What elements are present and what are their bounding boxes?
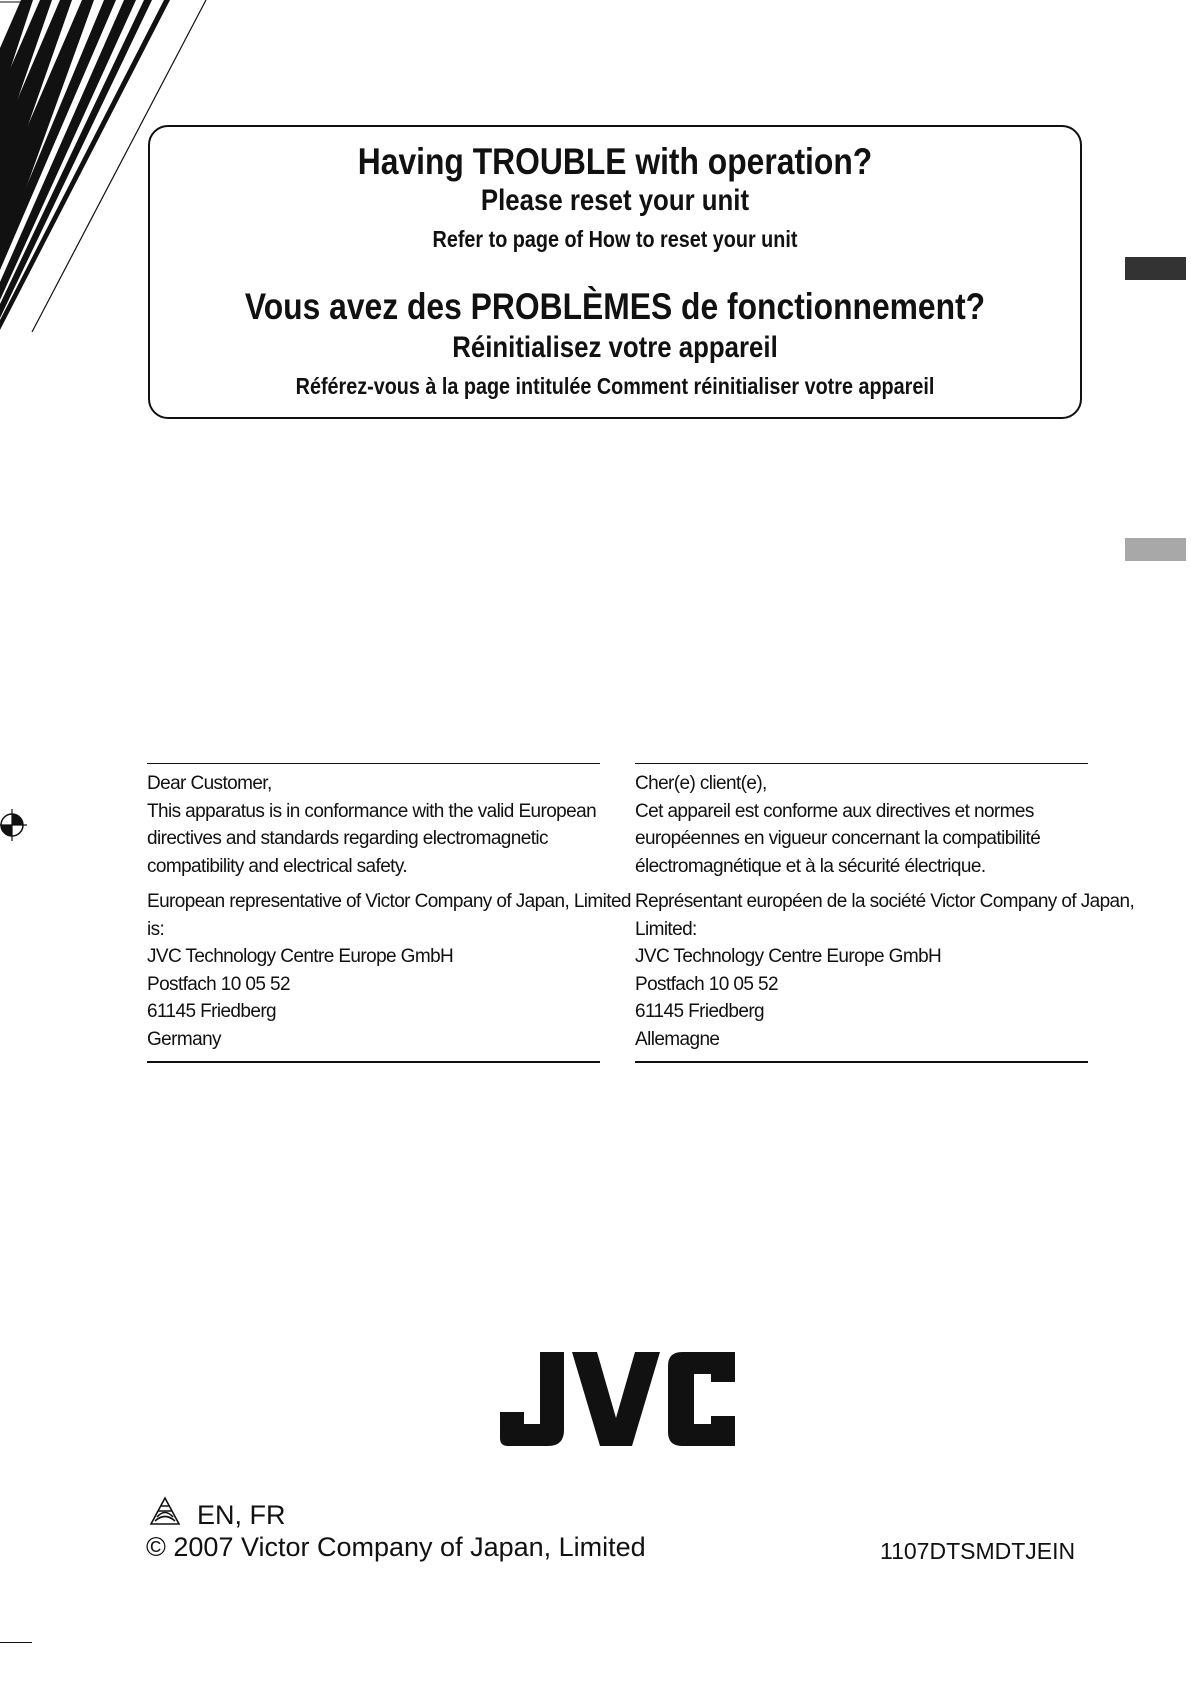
crop-mark: [0, 1642, 32, 1643]
representative-line: Représentant européen de la société Victor Company of Japan,: [635, 891, 1135, 912]
trouble-title-fr: Vous avez des PROBLÈMES de fonctionnement?: [244, 286, 986, 327]
reset-reference-fr: Référez-vous à la page intitulée Comment réinitialiser votre appareil: [295, 373, 935, 399]
notice-line: This apparatus is in conformance with the valid European: [147, 800, 597, 822]
address-line: JVC Technology Centre Europe GmbH: [635, 946, 942, 967]
copyright-notice: © 2007 Victor Company of Japan, Limited: [146, 1532, 646, 1562]
reset-heading-en: Please reset your unit: [480, 184, 750, 217]
address-line: Germany: [147, 1028, 221, 1050]
address-line: JVC Technology Centre Europe GmbH: [147, 946, 454, 967]
representative-line: is:: [147, 918, 165, 940]
conformity-notice-en: [147, 763, 631, 1063]
notice-line: directives and standards regarding electromagnetic: [147, 828, 548, 849]
notice-line: compatibility and electrical safety.: [147, 855, 408, 877]
trouble-title-en: Having TROUBLE with operation?: [357, 141, 873, 182]
salutation: Cher(e) client(e),: [635, 773, 767, 794]
conformity-notice-fr: [635, 763, 1135, 1063]
jvc-logo: [500, 1352, 735, 1447]
address-line: Allemagne: [635, 1028, 720, 1050]
notice-line: électromagnétique et à la sécurité électrique.: [635, 855, 986, 877]
address-line: Postfach 10 05 52: [635, 973, 778, 995]
trouble-notice-box: [148, 125, 1082, 419]
document-code: 1107DTSMDTJEIN: [880, 1538, 1076, 1564]
address-line: 61145 Friedberg: [147, 1001, 277, 1022]
address-line: 61145 Friedberg: [635, 1001, 765, 1022]
notice-line: Cet appareil est conforme aux directives et normes: [635, 800, 1034, 822]
address-line: Postfach 10 05 52: [147, 973, 290, 995]
representative-line: Limited:: [635, 918, 697, 940]
reset-heading-fr: Réinitialisez votre appareil: [452, 331, 778, 364]
reset-reference-en: Refer to page of How to reset your unit: [432, 226, 798, 252]
recycled-paper-icon: [148, 1494, 182, 1528]
salutation: Dear Customer,: [147, 773, 272, 794]
notice-line: européennes en vigueur concernant la compatibilité: [635, 828, 1041, 849]
registration-mark-icon: [0, 807, 28, 843]
language-codes: EN, FR: [197, 1500, 286, 1530]
representative-line: European representative of Victor Company of Japan, Limited: [147, 891, 631, 912]
side-tab-dark: [1125, 257, 1186, 280]
side-tab-light: [1125, 538, 1186, 561]
